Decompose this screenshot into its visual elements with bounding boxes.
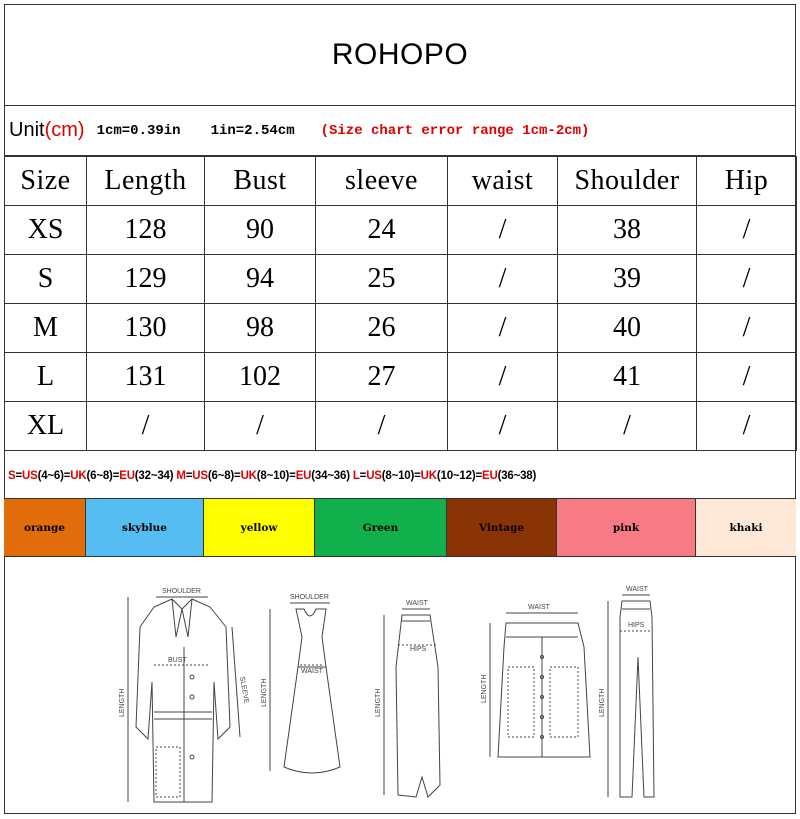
header-cell: Length	[87, 157, 205, 206]
table-cell: 27	[316, 353, 448, 402]
table-cell: /	[87, 402, 205, 451]
label-shoulder-coat: SHOULDER	[162, 588, 201, 595]
label-sleeve-coat: SLEEVE	[238, 676, 250, 705]
table-cell: /	[697, 402, 797, 451]
skirt-illustration	[384, 609, 440, 797]
label-waist-denim: WAIST	[528, 604, 550, 611]
label-hips-trousers: HIPS	[628, 622, 645, 629]
table-cell: 129	[87, 255, 205, 304]
unit-cm: (cm)	[44, 119, 85, 141]
label-length-coat: LENGTH	[119, 688, 126, 717]
table-cell: /	[697, 255, 797, 304]
table-cell: /	[558, 402, 697, 451]
table-cell: 39	[558, 255, 697, 304]
color-swatch-row	[4, 499, 796, 557]
table-cell: /	[316, 402, 448, 451]
color-swatch: Green	[315, 499, 447, 556]
conversion-in-cm: 1in=2.54cm	[210, 122, 295, 139]
denim-skirt-illustration	[490, 613, 590, 757]
label-waist-dress: WAIST	[301, 668, 323, 675]
unit-row	[4, 106, 796, 156]
header-cell: Shoulder	[558, 157, 697, 206]
label-length-trousers: LENGTH	[599, 688, 606, 717]
table-cell: M	[5, 304, 87, 353]
table-row	[5, 206, 797, 255]
equiv-group-s: S=US(4~6)=UK(6~8)=EU(32~34)	[8, 469, 174, 482]
table-cell: /	[205, 402, 316, 451]
table-cell: 94	[205, 255, 316, 304]
table-cell: 26	[316, 304, 448, 353]
color-swatch: skyblue	[86, 499, 204, 556]
table-cell: 90	[205, 206, 316, 255]
equiv-group-m: M=US(6~8)=UK(8~10)=EU(34~36)	[176, 469, 350, 482]
measurement-diagram	[4, 557, 796, 814]
color-swatch: Vintage	[447, 499, 557, 556]
label-waist-trousers: WAIST	[626, 586, 648, 593]
error-range-note: (Size chart error range 1cm-2cm)	[320, 122, 590, 139]
table-cell: 102	[205, 353, 316, 402]
label-shoulder-dress: SHOULDER	[290, 594, 329, 601]
table-cell: /	[697, 353, 797, 402]
header-cell: sleeve	[316, 157, 448, 206]
unit-label: Unit	[9, 119, 45, 141]
label-hips-skirt: HIPS	[410, 646, 427, 653]
table-cell: /	[448, 255, 558, 304]
label-waist-skirt: WAIST	[406, 600, 428, 607]
color-swatch: yellow	[204, 499, 315, 556]
color-swatch: orange	[4, 499, 86, 556]
table-cell: /	[448, 353, 558, 402]
table-cell: 128	[87, 206, 205, 255]
table-cell: 41	[558, 353, 697, 402]
brand-title: ROHOPO	[4, 4, 796, 106]
header-cell: Hip	[697, 157, 797, 206]
table-row	[5, 402, 797, 451]
table-cell: /	[448, 206, 558, 255]
table-cell: L	[5, 353, 87, 402]
table-cell: 38	[558, 206, 697, 255]
table-cell: 98	[205, 304, 316, 353]
dress-illustration	[270, 603, 340, 773]
table-cell: /	[448, 304, 558, 353]
table-cell: /	[697, 304, 797, 353]
coat-illustration	[128, 597, 240, 802]
size-table	[4, 156, 797, 451]
table-cell: S	[5, 255, 87, 304]
table-cell: 25	[316, 255, 448, 304]
label-bust-coat: BUST	[168, 657, 187, 664]
table-cell: XL	[5, 402, 87, 451]
label-length-skirt: LENGTH	[375, 688, 382, 717]
table-cell: 130	[87, 304, 205, 353]
table-cell: /	[697, 206, 797, 255]
equiv-group-l: L=US(8~10)=UK(10~12)=EU(36~38)	[352, 469, 537, 482]
conversion-cm-in: 1cm=0.39in	[96, 122, 181, 139]
table-row	[5, 255, 797, 304]
color-swatch: khaki	[696, 499, 796, 556]
table-row	[5, 304, 797, 353]
table-cell: 24	[316, 206, 448, 255]
table-header-row	[5, 157, 797, 206]
table-cell: 131	[87, 353, 205, 402]
label-length-denim: LENGTH	[481, 674, 488, 703]
size-equivalence-row	[4, 453, 796, 499]
table-row	[5, 353, 797, 402]
header-cell: waist	[448, 157, 558, 206]
header-cell: Bust	[205, 157, 316, 206]
table-cell: 40	[558, 304, 697, 353]
header-cell: Size	[5, 157, 87, 206]
label-length-dress: LENGTH	[261, 678, 268, 707]
table-cell: XS	[5, 206, 87, 255]
table-cell: /	[448, 402, 558, 451]
color-swatch: pink	[557, 499, 696, 556]
